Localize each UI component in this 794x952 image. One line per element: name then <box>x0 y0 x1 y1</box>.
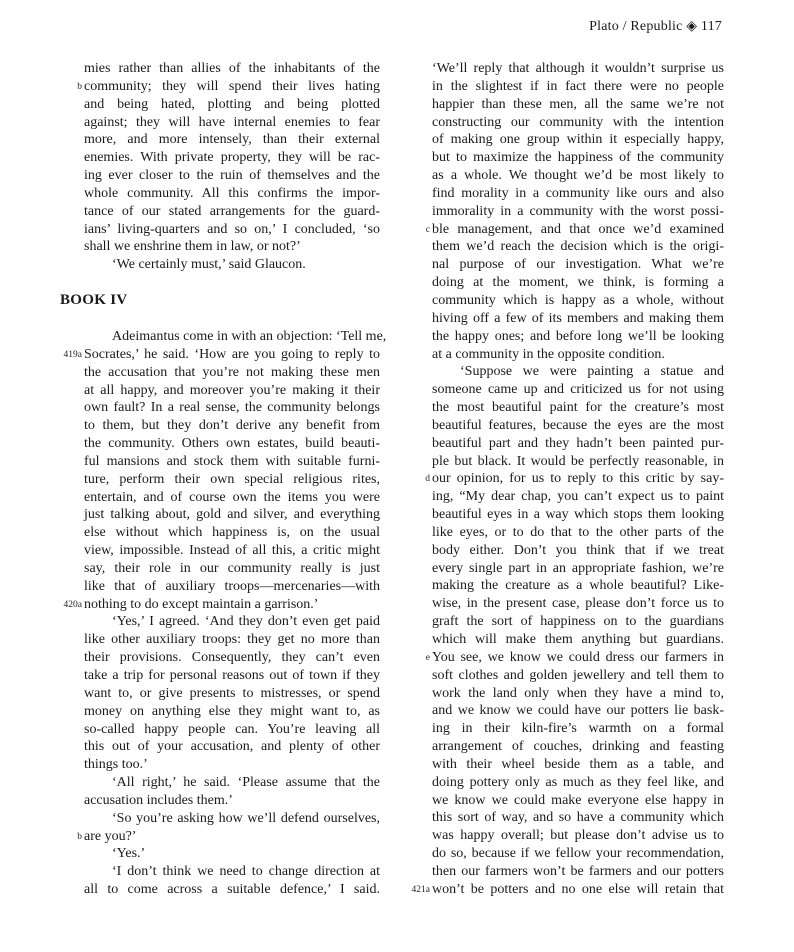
line-text: shall we enshrine them in law, or not?’ <box>84 239 301 255</box>
line-text: against; they will have internal enemies to fear <box>84 114 380 130</box>
line-text: take a trip for personal reasons out of town if they <box>84 668 380 683</box>
line-text: money on anything else they might want to, as <box>84 703 380 719</box>
line-text: ‘Suppose we were painting a statue and <box>460 364 724 380</box>
text-line <box>84 810 380 828</box>
text-line <box>84 417 380 435</box>
text-line <box>84 221 380 239</box>
line-text: mies rather than allies of the inhabitants of the <box>84 61 380 76</box>
line-text: ‘Yes,’ I agreed. ‘And they don’t even get paid <box>112 614 380 630</box>
text-line <box>84 506 380 524</box>
line-text: ‘I don’t think we need to change direction at <box>112 864 380 880</box>
line-text: then our farmers won’t be farmers and our potters <box>432 863 724 879</box>
text-line <box>84 703 380 721</box>
line-text: beautiful part and they hadn’t been painted pur- <box>432 435 724 451</box>
right-column <box>411 60 724 899</box>
line-text: nal purpose of our investigation. What we’re <box>432 257 724 273</box>
text-line <box>84 203 380 221</box>
text-line <box>63 596 380 614</box>
line-text: every single part in an appropriate fashion, we’re <box>432 560 724 576</box>
line-text: to them, but they don’t derive any benefit from <box>84 418 380 434</box>
text-line <box>432 827 724 845</box>
line-text: immorality in a community with the worst possi- <box>432 203 724 219</box>
stephanus-marker: 420a <box>63 599 82 610</box>
line-text: them we’d reach the decision which is the origi- <box>432 239 724 255</box>
line-text: wise, in the present case, please don’t force us to <box>432 596 724 612</box>
text-line <box>84 489 380 507</box>
text-line <box>84 382 380 400</box>
text-line <box>432 435 724 453</box>
text-line <box>432 738 724 756</box>
line-text: their provisions. Consequently, they can’t even <box>84 650 380 666</box>
text-line <box>432 60 724 78</box>
line-text: of making one group within it especially happy, <box>432 132 724 148</box>
text-line <box>432 114 724 132</box>
text-line <box>425 221 724 239</box>
line-text: nothing to do except maintain a garrison.’ <box>84 596 319 612</box>
text-line <box>84 738 380 756</box>
text-line <box>84 863 380 881</box>
text-line <box>425 470 724 488</box>
text-line <box>84 774 380 792</box>
text-line <box>432 524 724 542</box>
text-line <box>432 667 724 685</box>
line-text: arrangement of couches, drinking and feasting <box>432 739 724 755</box>
stephanus-marker: b <box>77 81 82 92</box>
line-text: constructing our community with the intention <box>432 114 724 130</box>
book-heading: BOOK IV <box>60 292 128 309</box>
text-line <box>84 399 380 417</box>
text-line <box>432 863 724 881</box>
line-text: like eyes, or to do that to the other parts of the <box>432 524 724 540</box>
stephanus-marker: e <box>425 652 430 663</box>
text-line <box>84 453 380 471</box>
text-line <box>432 274 724 292</box>
line-text: at a community in the opposite condition. <box>432 346 665 362</box>
text-line <box>432 560 724 578</box>
line-text: view, impossible. Instead of all this, a critic might <box>84 543 380 559</box>
line-text: enemies. With private property, they will be rac- <box>84 150 380 166</box>
line-text: the community. Others own estates, build beauti- <box>84 436 380 452</box>
text-line <box>432 363 724 381</box>
text-line <box>84 114 380 132</box>
line-text: work the land only when they have a mind to, <box>432 685 724 701</box>
text-line <box>84 256 380 274</box>
text-line <box>84 542 380 560</box>
text-line <box>84 328 387 346</box>
line-text: like that of auxiliary troops—mercenaries—with <box>84 578 380 594</box>
text-line <box>432 185 724 203</box>
text-line <box>425 649 724 667</box>
line-text: tance of our stated arrangements for the guard- <box>84 203 380 219</box>
line-text: like other auxiliary troops: they get no more than <box>84 632 380 648</box>
text-line <box>84 96 380 114</box>
line-text: accusation includes them.’ <box>84 792 233 808</box>
text-line <box>84 435 380 453</box>
text-line <box>84 667 380 685</box>
text-line <box>432 488 724 506</box>
line-text: ture, perform their own special religious rites, <box>84 471 380 487</box>
line-text: our opinion, for us to reply to this critic by say- <box>432 471 724 487</box>
spacer <box>84 310 380 328</box>
line-text: so-called happy people can. You’re leaving all <box>84 721 380 737</box>
text-line <box>432 542 724 560</box>
text-line <box>432 417 724 435</box>
line-text: happier than these men, all the same we’re not <box>432 96 724 112</box>
line-text: more, and more intensely, than their external <box>84 132 380 148</box>
text-line <box>432 346 724 364</box>
line-text: do so, because if we fellow your recommendation, <box>432 846 724 862</box>
line-text: the happy ones; and before long we’ll be looking <box>432 328 724 344</box>
text-line <box>432 131 724 149</box>
line-text: this sort of way, and so have a community which <box>432 810 724 826</box>
line-text: ful mansions and stock them with suitable furni- <box>84 453 380 469</box>
line-text: ing ever closer to the ruin of themselves and the <box>84 168 380 184</box>
line-text: say, their role in our community really is just <box>84 560 380 576</box>
line-text: own fault? In a real sense, the community belongs <box>84 400 380 416</box>
text-line <box>432 577 724 595</box>
line-text: we know we could make everyone else happy in <box>432 792 724 808</box>
text-line <box>84 167 380 185</box>
text-line <box>84 756 380 774</box>
line-text: with their wheel beside them as a table, and <box>432 756 724 772</box>
line-text: the most beautiful paint for the creature’s most <box>432 400 724 416</box>
text-line <box>432 381 724 399</box>
text-line <box>432 78 724 96</box>
line-text: Adeimantus come in with an objection: ‘Tell me, <box>112 328 387 344</box>
line-text: ‘We certainly must,’ said Glaucon. <box>112 257 306 273</box>
line-text: ‘We’ll reply that although it wouldn’t surprise us <box>432 61 724 76</box>
text-line <box>84 881 380 899</box>
text-line <box>84 649 380 667</box>
line-text: ing, “My dear chap, you can’t expect us to paint <box>432 489 724 505</box>
line-text: soft clothes and golden jewellery and tell them to <box>432 667 724 683</box>
text-line <box>84 685 380 703</box>
line-text: just talking about, gold and silver, and everything <box>84 507 380 523</box>
line-text: community; they will spend their lives hating <box>84 78 380 94</box>
text-line <box>63 346 380 364</box>
text-line <box>432 328 724 346</box>
line-text: making the creature as a whole beautiful? Like- <box>432 578 724 594</box>
stephanus-marker: 421a <box>411 884 430 895</box>
line-text: want to, or give presents to mistresses, or spend <box>84 685 380 701</box>
line-text: graft the sort of happiness on to the guardians <box>432 614 724 630</box>
line-text: ians’ living-quarters and so on,’ I concluded, ‘so <box>84 221 380 237</box>
line-text: beautiful features, because the eyes are the most <box>432 417 724 433</box>
running-header: Plato / Republic ◈ 117 <box>589 19 722 34</box>
text-line <box>432 595 724 613</box>
text-line <box>432 310 724 328</box>
text-line <box>432 167 724 185</box>
text-line <box>84 131 380 149</box>
line-text: at all happy, and moreover you’re making it their <box>84 382 380 398</box>
text-line <box>432 631 724 649</box>
text-line <box>432 238 724 256</box>
text-line <box>84 471 380 489</box>
stephanus-marker: b <box>77 831 82 842</box>
line-text: ‘So you’re asking how we’ll defend ourselves, <box>112 810 380 826</box>
text-line <box>432 292 724 310</box>
line-text: as a whole. We thought we’d be most likely to <box>432 168 724 184</box>
line-text: someone came up and criticized us for not using <box>432 382 724 398</box>
line-text: whole community. All this confirms the impor- <box>84 185 380 201</box>
line-text: which will make them anything but guardians. <box>432 632 724 647</box>
line-text: community which is happy as a whole, without <box>432 292 724 308</box>
text-line <box>432 613 724 631</box>
line-text: in the slightest if in fact there were no people <box>432 78 724 94</box>
line-text: entertain, and of course own the items you were <box>84 489 380 505</box>
line-text: find morality in a community like ours and also <box>432 185 724 201</box>
text-line <box>432 453 724 471</box>
text-line <box>84 631 380 649</box>
spacer <box>84 274 380 292</box>
text-line <box>432 256 724 274</box>
text-line <box>411 881 724 899</box>
text-line <box>84 185 380 203</box>
text-line <box>84 721 380 739</box>
line-text: the accusation that you’re not making these men <box>84 364 380 380</box>
line-text: all to come across a suitable defence,’ I said. <box>84 882 380 898</box>
line-text: and we know we could have our potters lie bask- <box>432 703 724 719</box>
line-text: this out of your accusation, and plenty of other <box>84 739 380 755</box>
line-text: won’t be potters and no one else will retain that <box>432 881 724 897</box>
text-line <box>432 506 724 524</box>
line-text: Socrates,’ he said. ‘How are you going to reply to <box>84 346 380 362</box>
text-line <box>432 809 724 827</box>
stephanus-marker: d <box>425 474 430 485</box>
text-line <box>84 845 380 863</box>
text-line <box>84 560 380 578</box>
line-text: ple but black. It would be perfectly reasonable, in <box>432 453 724 469</box>
line-text: ‘All right,’ he said. ‘Please assume that the <box>112 775 380 791</box>
line-text: doing at the moment, we think, is forming a <box>432 275 724 291</box>
line-text: ing in their kiln-fire’s warmth on a formal <box>432 721 724 737</box>
line-text: but to maximize the happiness of the community <box>432 150 724 166</box>
text-line <box>432 756 724 774</box>
text-line <box>84 149 380 167</box>
line-text: You see, we know we could dress our farmers in <box>432 649 724 665</box>
line-text: are you?’ <box>84 828 137 844</box>
text-line <box>432 399 724 417</box>
line-text: and being hated, plotting and being plotted <box>84 96 380 112</box>
line-text: ‘Yes.’ <box>112 846 146 862</box>
text-line <box>84 60 380 78</box>
text-line <box>84 792 380 810</box>
line-text: ble management, and that once we’d examined <box>432 221 724 237</box>
text-line <box>432 792 724 810</box>
text-line <box>77 78 380 96</box>
text-line <box>84 613 380 631</box>
text-line <box>84 524 380 542</box>
text-line <box>432 774 724 792</box>
text-line <box>84 238 380 256</box>
line-text: things too.’ <box>84 757 148 773</box>
text-line <box>432 685 724 703</box>
stephanus-marker: c <box>425 224 430 235</box>
text-line <box>432 845 724 863</box>
line-text: hiving off a few of its members and making them <box>432 310 724 326</box>
line-text: was happy overall; but please don’t advise us to <box>432 828 724 844</box>
line-text: beautiful eyes in a way which stops them looking <box>432 507 724 523</box>
text-line <box>432 203 724 221</box>
text-line <box>84 364 380 382</box>
line-text: else without which happiness is, on the usual <box>84 525 380 541</box>
text-line <box>432 720 724 738</box>
left-column <box>60 60 387 899</box>
stephanus-marker: 419a <box>63 349 82 360</box>
text-line <box>432 96 724 114</box>
text-line <box>432 702 724 720</box>
line-text: body either. Don’t you think that if we treat <box>432 542 724 558</box>
text-line <box>84 578 380 596</box>
line-text: doing pottery only as much as they feel like, and <box>432 774 724 790</box>
text-line <box>77 828 380 846</box>
text-line <box>432 149 724 167</box>
